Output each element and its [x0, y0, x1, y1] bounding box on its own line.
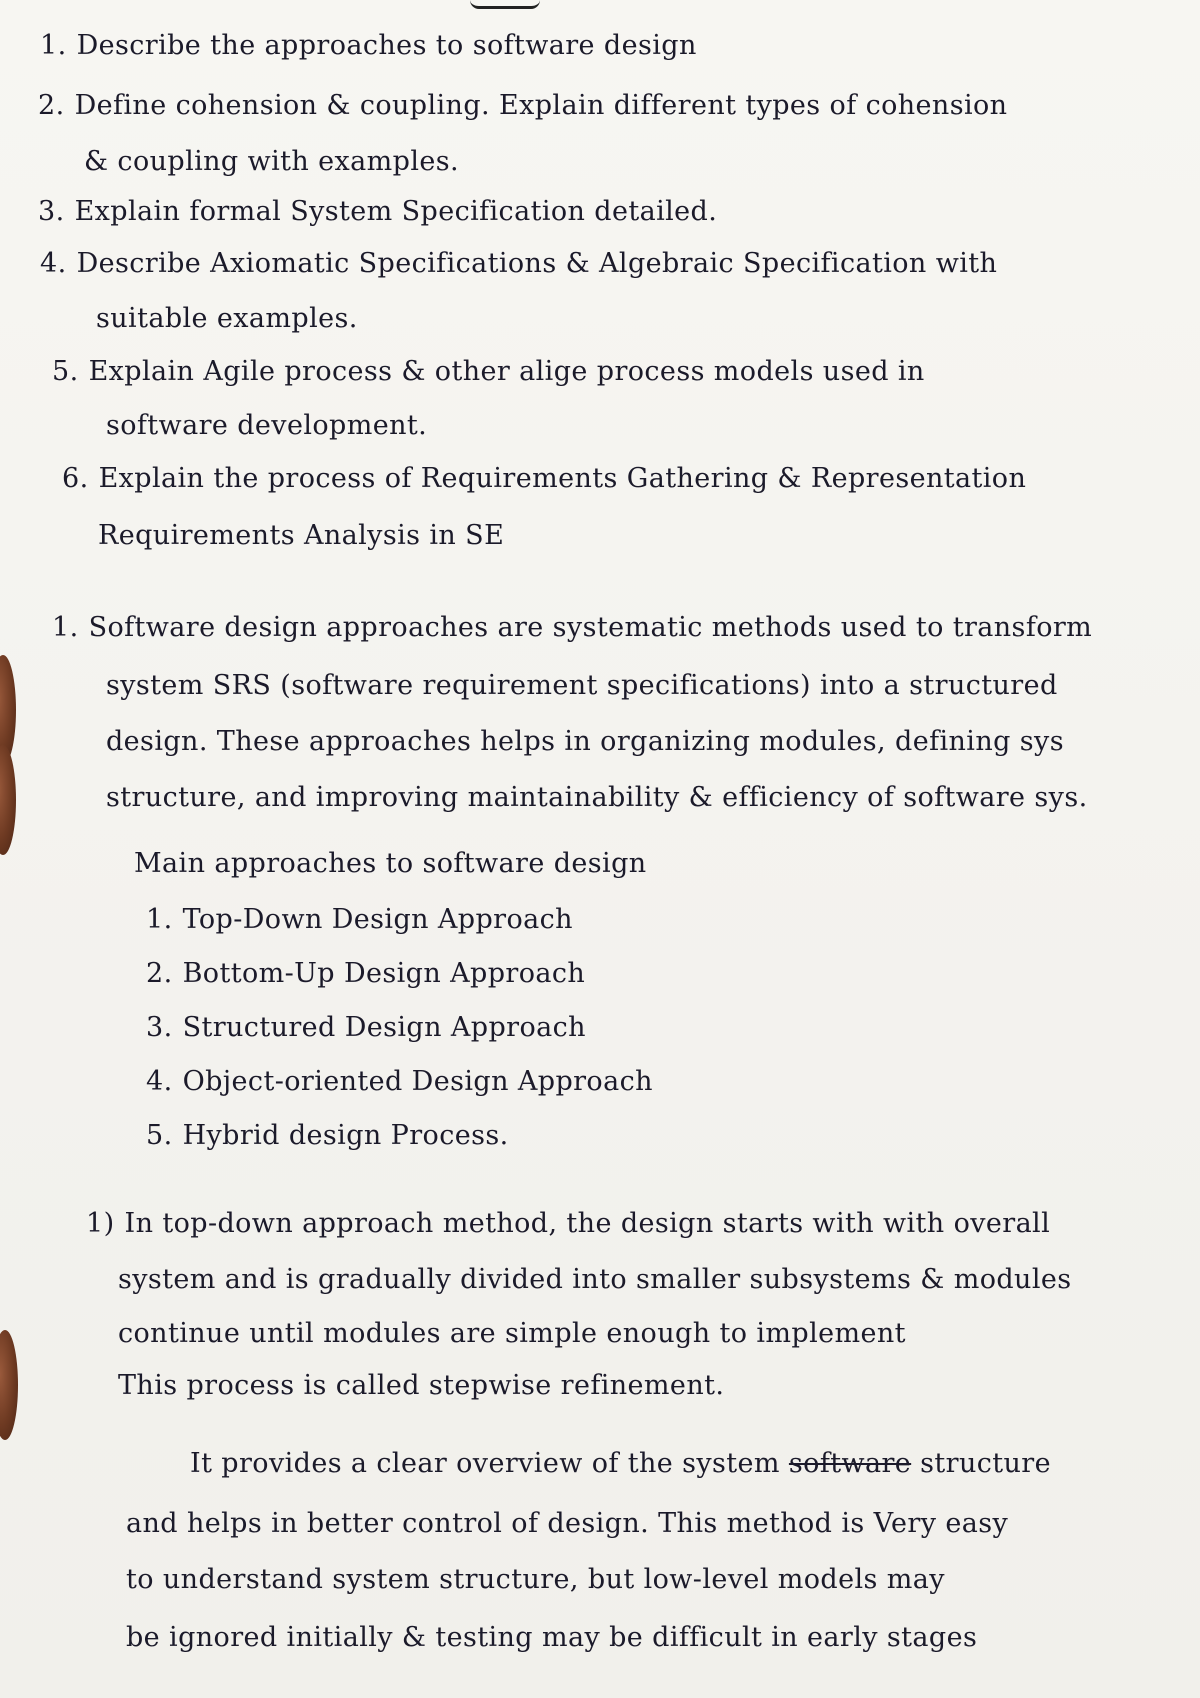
question-6: 6. Explain the process of Requirements Gathering & Representation — [62, 463, 1027, 494]
question-1: 1. Describe the approaches to software design — [40, 30, 697, 61]
question-2-line-2: & coupling with examples. — [84, 146, 460, 177]
approach-item-2: 2. Bottom-Up Design Approach — [146, 958, 586, 989]
approach-item-5: 5. Hybrid design Process. — [146, 1120, 509, 1151]
approach-item-1: 1. Top-Down Design Approach — [146, 904, 573, 935]
binder-hole-3 — [0, 1330, 18, 1440]
topdown-line-4: This process is called stepwise refinement. — [118, 1370, 725, 1401]
approach-item-4: 4. Object-oriented Design Approach — [146, 1066, 653, 1097]
topdown-para2-line-2: and helps in better control of design. This method is Very easy — [126, 1508, 1009, 1539]
question-4-line-2: suitable examples. — [96, 303, 358, 334]
answer-1-line-4: structure, and improving maintainability & efficiency of software sys. — [106, 782, 1088, 813]
struck-word: software — [788, 1448, 912, 1479]
question-6-line-2: Requirements Analysis in SE — [98, 520, 505, 551]
answer-1-line-1: 1. Software design approaches are systematic methods used to transform — [52, 612, 1093, 643]
answer-1-line-2: system SRS (software requirement specifications) into a structured — [106, 670, 1058, 701]
topdown-para2-line-1: It provides a clear overview of the system software structure — [190, 1448, 1051, 1479]
question-3: 3. Explain formal System Specification detailed. — [38, 196, 718, 227]
topdown-line-1: 1) In top-down approach method, the design starts with with overall — [86, 1208, 1051, 1239]
topdown-line-3: continue until modules are simple enough to implement — [118, 1318, 906, 1349]
question-2: 2. Define cohension & coupling. Explain different types of cohension — [38, 90, 1008, 121]
question-4: 4. Describe Axiomatic Specifications & Algebraic Specification with — [40, 248, 998, 279]
question-5: 5. Explain Agile process & other alige process models used in — [52, 356, 925, 387]
approach-item-3: 3. Structured Design Approach — [146, 1012, 586, 1043]
topdown-para2-line-4: be ignored initially & testing may be difficult in early stages — [126, 1622, 978, 1653]
topdown-para2-line-3: to understand system structure, but low-level models may — [126, 1564, 945, 1595]
answer-1-line-3: design. These approaches helps in organizing modules, defining sys — [106, 726, 1064, 757]
approaches-heading: Main approaches to software design — [134, 848, 647, 879]
topdown-line-2: system and is gradually divided into smaller subsystems & modules — [118, 1264, 1072, 1295]
binder-hole-2 — [0, 745, 16, 855]
top-ink-mark — [470, 0, 540, 9]
question-5-line-2: software development. — [106, 410, 428, 441]
